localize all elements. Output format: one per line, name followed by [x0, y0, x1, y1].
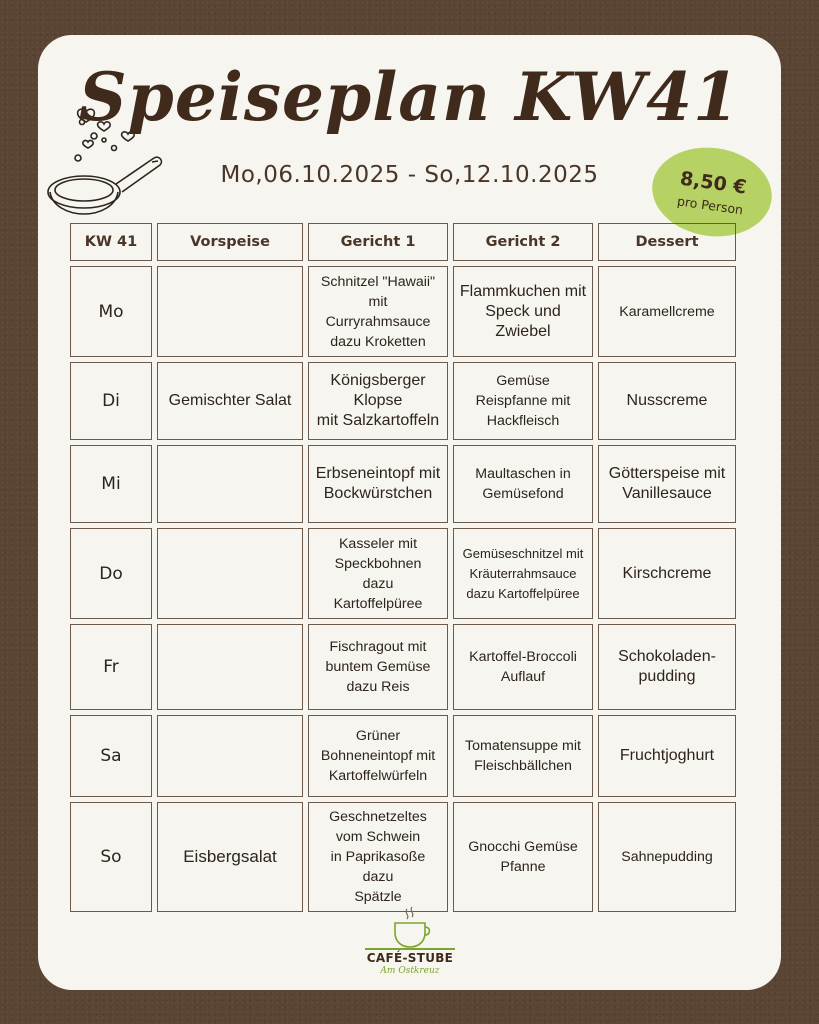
vorspeise-cell: [157, 445, 303, 523]
gericht2-cell: Maultaschen in Gemüsefond: [453, 445, 593, 523]
cafe-logo: [355, 905, 465, 985]
dessert-cell: Kirschcreme: [598, 528, 736, 619]
date-range: Mo,06.10.2025 - So,12.10.2025: [220, 162, 599, 188]
gericht2-cell: Tomatensuppe mit Fleischbällchen: [453, 715, 593, 797]
vorspeise-cell: Gemischter Salat: [157, 362, 303, 440]
cafe-name: CAFÉ-STUBE: [366, 951, 454, 965]
gericht1-cell: Kasseler mit Speckbohnen dazu Kartoffelpüree: [308, 528, 448, 619]
gericht1-cell: Schnitzel "Hawaii" mit Curryrahmsauce dazu Kroketten: [308, 266, 448, 357]
price-per-person: pro Person: [676, 192, 745, 217]
gericht2-cell: Gnocchi Gemüse Pfanne: [453, 802, 593, 912]
gericht1-cell: Geschnetzeltes vom Schwein in Paprikasoße dazu Spätzle: [308, 802, 448, 912]
column-header-gericht2: Gericht 2: [453, 223, 593, 261]
price-amount: 8,50 €: [678, 167, 748, 199]
gericht1-cell: Grüner Bohneneintopf mit Kartoffelwürfeln: [308, 715, 448, 797]
dessert-cell: Nusscreme: [598, 362, 736, 440]
table-row: [70, 624, 736, 710]
gericht2-cell: Flammkuchen mit Speck und Zwiebel: [453, 266, 593, 357]
gericht2-cell: Gemüse Reispfanne mit Hackfleisch: [453, 362, 593, 440]
cafe-tagline: Am Ostkreuz: [380, 966, 440, 976]
page-title: Speiseplan KW41: [79, 58, 740, 136]
vorspeise-cell: [157, 528, 303, 619]
gericht1-cell: Erbseneintopf mit Bockwürstchen: [308, 445, 448, 523]
coffee-cup-icon: [355, 905, 465, 953]
vorspeise-cell: Eisbergsalat: [157, 802, 303, 912]
dessert-cell: Götterspeise mit Vanillesauce: [598, 445, 736, 523]
day-label: So: [70, 802, 152, 912]
day-label: Fr: [70, 624, 152, 710]
gericht2-cell: Gemüseschnitzel mit Kräuterrahmsauce dazu Kartoffelpüree: [453, 528, 593, 619]
day-label: Mi: [70, 445, 152, 523]
header-row: [70, 223, 736, 261]
vorspeise-cell: [157, 266, 303, 357]
menu-table: [65, 218, 741, 917]
dessert-cell: Schokoladen- pudding: [598, 624, 736, 710]
column-header-dessert: Dessert: [598, 223, 736, 261]
table-row: [70, 528, 736, 619]
table-row: [70, 715, 736, 797]
column-header-vorspeise: Vorspeise: [157, 223, 303, 261]
column-header-gericht1: Gericht 1: [308, 223, 448, 261]
column-header-week: KW 41: [70, 223, 152, 261]
dessert-cell: Fruchtjoghurt: [598, 715, 736, 797]
gericht1-cell: Fischragout mit buntem Gemüse dazu Reis: [308, 624, 448, 710]
day-label: Mo: [70, 266, 152, 357]
gericht2-cell: Kartoffel-Broccoli Auflauf: [453, 624, 593, 710]
day-label: Sa: [70, 715, 152, 797]
day-label: Do: [70, 528, 152, 619]
dessert-cell: Sahnepudding: [598, 802, 736, 912]
table-row: [70, 802, 736, 912]
dessert-cell: Karamellcreme: [598, 266, 736, 357]
gericht1-cell: Königsberger Klopse mit Salzkartoffeln: [308, 362, 448, 440]
vorspeise-cell: [157, 715, 303, 797]
day-label: Di: [70, 362, 152, 440]
table-row: [70, 266, 736, 357]
table-row: [70, 445, 736, 523]
vorspeise-cell: [157, 624, 303, 710]
table-row: [70, 362, 736, 440]
